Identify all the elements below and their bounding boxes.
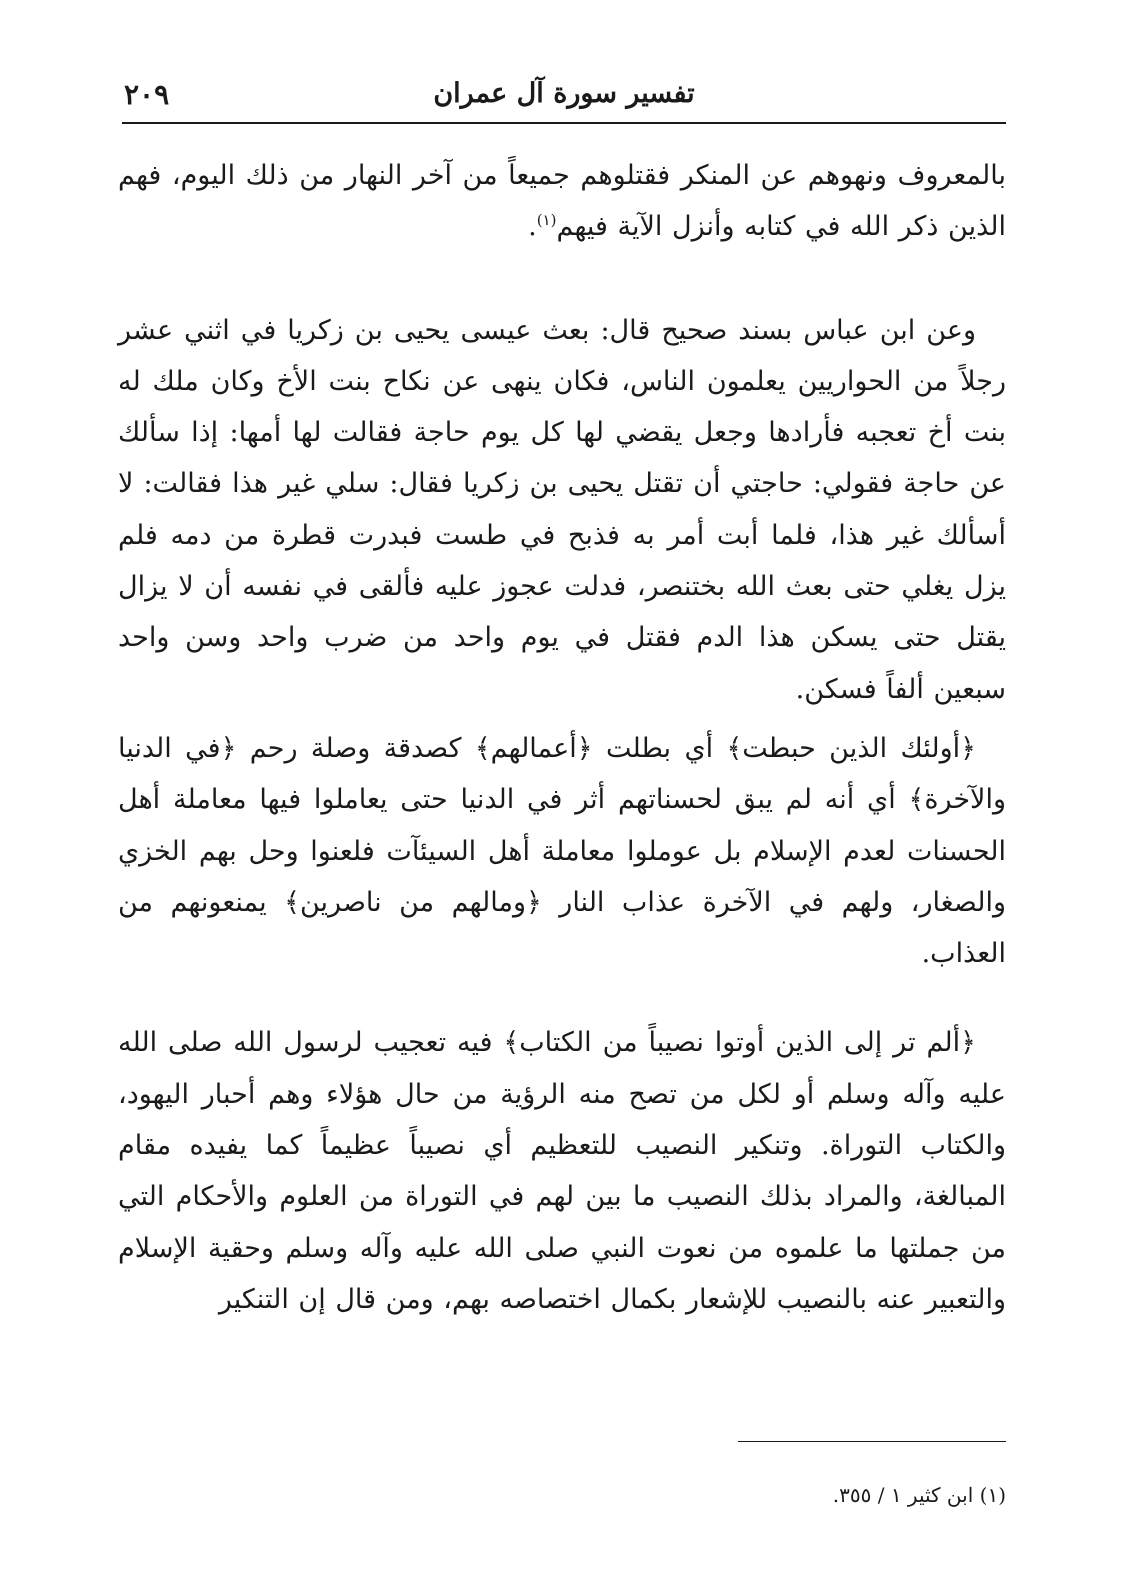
footnote-divider <box>738 1441 1006 1442</box>
header-title: تفسير سورة آل عمران <box>433 78 695 109</box>
paragraph-1-text: بالمعروف ونهوهم عن المنكر فقتلوهم جميعاً من آخر النهار من ذلك اليوم، فهم الذين ذكر الله في كتابه وأنزل الآية فيهم <box>118 160 1006 243</box>
running-header <box>122 72 1006 124</box>
paragraph-gap <box>118 715 1006 723</box>
footnote-ref[interactable]: (١) <box>536 211 557 230</box>
footnote: (١) ابن كثير ١ / ٣٥٥. <box>832 1483 1006 1507</box>
paragraph-3: ﴿أولئك الذين حبطت﴾ أي بطلت ﴿أعمالهم﴾ كصدقة وصلة رحم ﴿في الدنيا والآخرة﴾ أي أنه لم يبق لحسناتهم أثر في الدنيا حتى يعاملوا فيها معاملة أهل الحسنات لعدم الإسلام بل عوملوا معاملة أهل السيئآت فلعنوا وحل بهم الخزي والصغار، ولهم في الآخرة عذاب النار ﴿ومالهم من ناصرين﴾ يمنعونهم من العذاب. <box>118 732 1006 970</box>
paragraph-gap <box>118 979 1006 1017</box>
paragraph-4: ﴿ألم تر إلى الذين أوتوا نصيباً من الكتاب﴾ فيه تعجيب لرسول الله صلى الله عليه وآله وسلم أو لكل من تصح منه الرؤية من حال هؤلاء وهم أحبار اليهود، والكتاب التوراة. وتنكير النصيب للتعظيم أي نصيباً عظيماً كما يفيده مقام المبالغة، والمراد بذلك النصيب ما بين لهم في التوراة من العلوم والأحكام التي من جملتها ما علموه من نعوت النبي صلى الله عليه وآله وسلم وحقية الإسلام والتعبير عنه بالنصيب للإشعار بكمال اختصاصه بهم، ومن قال إن التنكير <box>118 1027 1006 1315</box>
page-number: ٢٠٩ <box>124 78 170 111</box>
paragraph-1 <box>118 150 1006 253</box>
body-text <box>118 150 1006 1325</box>
paragraph-2: وعن ابن عباس بسند صحيح قال: بعث عيسى يحيى بن زكريا في اثني عشر رجلاً من الحواريين يعلمون الناس، فكان ينهى عن نكاح بنت الأخ وكان ملك له بنت أخ تعجبه فأرادها وجعل يقضي لها كل يوم حاجة فقالت لها أمها: إذا سألك عن حاجة فقولي: حاجتي أن تقتل يحيى بن زكريا فقال: سلي غير هذا فقالت: لا أسألك غير هذا، فلما أبت أمر به فذبح في طست فبدرت قطرة من دمه فلم يزل يغلي حتى بعث الله بختنصر، فدلت عجوز عليه فألقى في نفسه أن لا يزال يقتل حتى يسكن هذا الدم فقتل في يوم واحد من ضرب واحد وسن واحد سبعين ألفاً فسكن. <box>118 314 1006 705</box>
paragraph-gap <box>118 253 1006 305</box>
paragraph-1-end: . <box>528 211 537 243</box>
